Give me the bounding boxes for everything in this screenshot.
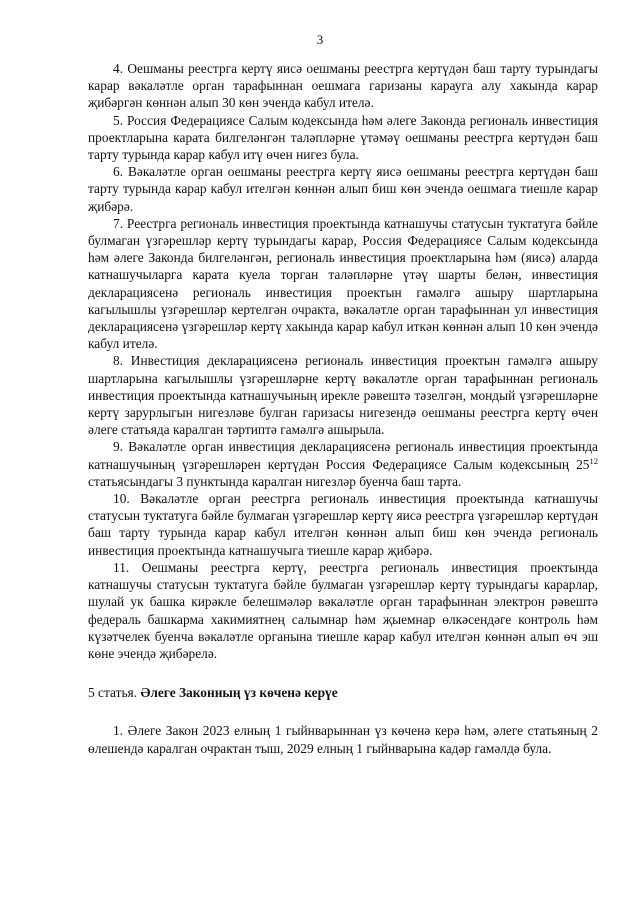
document-body xyxy=(88,60,598,757)
paragraph-4: 4. Оешманы реестрга кертү яисә оешманы реестрга кертүдән баш тарту турындагы карар вәкаләтле орган тарафыннан оешмага гаризаны караугa алу хакында карар җибәргән көннән алып 30 көн эчендә кабул ителә. xyxy=(88,61,598,111)
article-5-number: 5 статья. xyxy=(88,685,138,701)
paragraph-9-text-end: статьясындагы 3 пунктында каралган нигезләр буенча баш тарта. xyxy=(88,473,462,489)
paragraph-11: 11. Оешманы реестрга кертү, реестрга региональ инвестиция проектында катнашучы статусын туктатуга бәйле булмаган үзгәрешләр кертү турындагы карарлар, шулай ук башка кирәкле белешмәләр вәкаләтле орган тарафыннан электрон рәвештә федераль башкарма хакимиятнең салымнар һәм җыемнар өлкәсендәге контроль һәм күзәтчелек буенча вәкаләтле органына тиешле карар кабул ителгән көннән алып өч эш көне эчендә җибәрелә. xyxy=(88,559,598,661)
paragraph-7: 7. Реестрга региональ инвестиция проектында катнашучы статусын туктатуга бәйле булмаган үзгәрешләр кертү турындагы карар, Россия Федерациясе Салым кодексында һәм әлеге Законда билгеләнгән, региональ инвестиция проектларына һәм (яисә) аларда катнашучыларга карата куела торган таләпләрне үтәү шарты белән, инвестиция декларациясенә региональ инвестиция проектын гамәлгә ашыру шартларына кагылышлы үзгәрешләр кертелгән очракта, вәкаләтле орган тарафыннан ул инвестиция декларациясенә үзгәрешләр кертү хакында карар кабул иткән көннән алып 10 көн эчендә кабул ителә. xyxy=(88,215,598,352)
paragraph-9-text-start: 9. Вәкаләтле орган инвестиция декларациясенә региональ инвестиция проектында катнашучының үзгәрешләрен кертүдән Россия Федерациясе Салым кодексының 25 xyxy=(88,439,598,472)
article-superscript: 12 xyxy=(589,455,598,466)
paragraph-10: 10. Вәкаләтле орган реестрга региональ инвестиция проектында катнашучы статусын туктатуга бәйле булмаган үзгәрешләр кертү яисә реестрга үзгәрешләр кертүдән баш тарту турында карар кабул ителгән көннән алып биш көн эчендә региональ инвестиция проектында катнашучыга тиешле карар җибәрә. xyxy=(88,491,598,558)
paragraph-8: 8. Инвестиция декларациясенә региональ инвестиция проектын гамәлгә ашыру шартларына кагылышлы үзгәрешләрне кертү вәкаләтле орган тарафыннан региональ инвестиция проектында катнашучының ирекле рәвештә тәзелгән, мондый үзгәрешләрне кертү зарурлыгын нигезләве булган гаризасы нигезендә оешманы реестрга кертү өчен әлеге статьяда каралган тәртиптә гамәлгә ашырыла. xyxy=(88,353,598,438)
article-5-heading xyxy=(88,684,598,701)
page-number: 3 xyxy=(316,32,324,47)
paragraph-5: 5. Россия Федерациясе Салым кодексында һәм әлеге Законда региональ инвестиция проектларына карата билгеләнгән таләпләрне үтәмәү оешманы реестрга кертүдән баш тарту турында карар кабул итү өчен нигез була. xyxy=(88,112,598,163)
paragraph-9 xyxy=(88,438,598,490)
article-5-title: Әлеге Законның үз көченә керүе xyxy=(140,685,338,701)
paragraph-6: 6. Вәкаләтле орган оешманы реестрга кертү яисә оешманы реестрга кертүдән баш тарту турында карар кабул ителгән көннән алып биш көн эчендә оешмага тиешле карар җибәрә. xyxy=(88,164,598,214)
article-5-paragraph-1: 1. Әлеге Закон 2023 елның 1 гыйнварыннан үз көченә керә һәм, әлеге статьяның 2 өлешендә каралган очрактан тыш, 2029 елның 1 гыйнварына кадәр гамәлдә була. xyxy=(88,723,598,756)
